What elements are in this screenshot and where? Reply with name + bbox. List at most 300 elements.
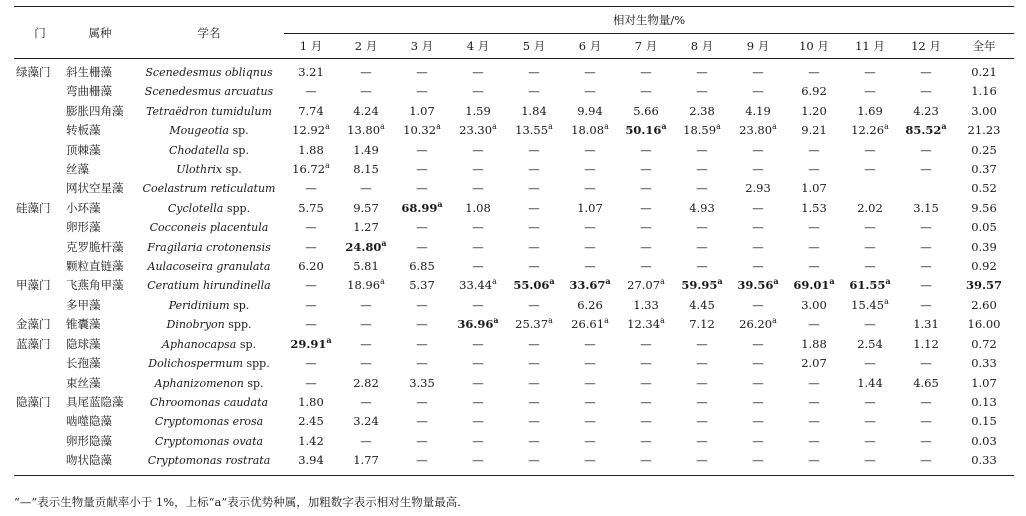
value-cell: —	[584, 356, 596, 371]
scientific-name-cell	[134, 59, 284, 83]
genus-cell: 吻状隐藻	[66, 451, 134, 475]
value-cell: —	[696, 336, 708, 351]
dominant-marker: a	[325, 161, 330, 171]
value-cell: —	[305, 356, 317, 371]
value-cell: —	[752, 356, 764, 371]
value-cell: 0.39	[971, 239, 997, 254]
value-cell: —	[360, 65, 372, 79]
phylum-cell	[14, 257, 66, 276]
table-row	[14, 199, 1014, 218]
genus-cell: 长孢藻	[66, 356, 101, 371]
species-suffix: sp.	[233, 298, 250, 312]
scientific-name: Cryptomonas rostrata	[147, 454, 271, 468]
value-cell: —	[696, 162, 708, 177]
value-cell: —	[584, 375, 596, 390]
value-cell: 15.45$^a$	[851, 297, 889, 312]
scientific-name: Chodatella	[169, 143, 230, 157]
genus-cell: 锥囊藻	[66, 317, 101, 332]
value-cell: —	[808, 394, 820, 409]
scientific-name: Peridinium	[168, 298, 230, 312]
dominant-marker: a	[885, 276, 891, 287]
phylum-cell: 绿藻门	[16, 65, 51, 79]
scientific-name-cell	[134, 238, 284, 257]
value-cell: 6.26	[577, 297, 603, 312]
phylum-cell	[14, 354, 66, 373]
value-cell: 50.16$^a$	[625, 121, 667, 138]
scientific-name-cell	[134, 451, 284, 475]
value-cell: 5.66	[633, 103, 659, 118]
header-month: 2 月	[338, 34, 394, 59]
value-cell: —	[640, 433, 652, 448]
value-cell: 39.56$^a$	[737, 276, 779, 293]
value-cell: —	[472, 142, 484, 157]
value-cell: 0.72	[971, 336, 997, 351]
value-cell: —	[416, 239, 428, 254]
species-suffix: spp.	[228, 318, 252, 332]
value-cell: —	[640, 394, 652, 409]
table-row	[14, 393, 1014, 412]
value-cell: —	[898, 451, 954, 475]
value-cell: —	[864, 394, 876, 409]
value-cell: 0.13	[971, 394, 997, 409]
header-month: 5 月	[506, 34, 562, 59]
value-cell: —	[416, 65, 428, 79]
value-cell: —	[752, 394, 764, 409]
phylum-cell	[14, 160, 66, 179]
value-cell: —	[416, 336, 428, 351]
value-cell: 1.12	[913, 336, 939, 351]
value-cell: —	[864, 220, 876, 235]
phylum-cell	[14, 218, 66, 237]
phylum-cell	[14, 451, 66, 475]
table-row	[14, 82, 1014, 101]
value-cell: 1.07	[801, 181, 827, 196]
value-cell: 0.21	[971, 65, 997, 79]
scientific-name: Ulothrix	[176, 163, 223, 177]
value-cell: —	[360, 181, 372, 196]
table-footnote: “—”表示生物量贡献率小于 1%，上标“a”表示优势种属，加粗数字表示相对生物量最高.	[14, 495, 461, 509]
value-cell: 39.57	[965, 278, 1002, 293]
value-cell: 4.65	[913, 375, 939, 390]
value-cell: —	[752, 239, 764, 254]
value-cell: 3.35	[409, 375, 435, 390]
genus-cell: 转板藻	[66, 123, 101, 138]
value-cell: —	[528, 297, 540, 312]
scientific-name-cell	[134, 432, 284, 451]
scientific-name-cell	[134, 393, 284, 412]
dominant-marker: a	[436, 122, 441, 132]
scientific-name-cell	[134, 276, 284, 295]
value-cell: —	[472, 433, 484, 448]
value-cell: —	[416, 84, 428, 99]
genus-cell: 克罗脆杆藻	[66, 239, 124, 254]
dominant-marker: a	[380, 122, 385, 132]
value-cell: —	[640, 414, 652, 429]
value-cell: 13.55$^a$	[515, 122, 553, 138]
scientific-name-cell	[134, 141, 284, 160]
value-cell: —	[584, 394, 596, 409]
value-cell: —	[640, 84, 652, 99]
scientific-name-cell	[134, 412, 284, 431]
value-cell: —	[472, 414, 484, 429]
dominant-marker: a	[493, 315, 499, 326]
value-cell: —	[786, 451, 842, 475]
value-cell: —	[640, 200, 652, 215]
value-cell: —	[752, 433, 764, 448]
value-cell: 0.03	[971, 433, 997, 448]
genus-cell: 顶棘藻	[66, 142, 101, 157]
value-cell: —	[584, 259, 596, 274]
dominant-marker: a	[492, 122, 497, 132]
value-cell: —	[416, 394, 428, 409]
phylum-cell	[14, 141, 66, 160]
value-cell: 12.34$^a$	[627, 316, 665, 332]
value-cell: 1.27	[353, 220, 379, 235]
value-cell: —	[360, 433, 372, 448]
value-cell: 3.94	[284, 451, 338, 475]
value-cell: 36.96$^a$	[457, 315, 499, 332]
value-cell: —	[696, 433, 708, 448]
value-cell: —	[696, 65, 708, 79]
value-cell: 1.88	[298, 142, 324, 157]
value-cell: 26.20$^a$	[739, 316, 777, 332]
table-row	[14, 296, 1014, 315]
value-cell: —	[528, 142, 540, 157]
value-cell: —	[528, 239, 540, 254]
value-cell: —	[528, 220, 540, 235]
value-cell: —	[584, 181, 596, 196]
scientific-name-cell	[134, 335, 284, 354]
table-row	[14, 257, 1014, 276]
species-suffix: spp.	[226, 201, 251, 215]
value-cell: 16.00	[967, 317, 1001, 332]
value-cell: 1.80	[298, 394, 324, 409]
value-cell: 0.33	[954, 451, 1014, 475]
dominant-marker: a	[716, 122, 721, 132]
value-cell: 23.30$^a$	[459, 122, 497, 138]
value-cell: —	[752, 162, 764, 177]
value-cell: —	[528, 181, 540, 196]
table-row	[14, 276, 1014, 295]
value-cell: 3.00	[971, 103, 997, 118]
value-cell: —	[472, 336, 484, 351]
value-cell: 68.99$^a$	[401, 199, 443, 215]
value-cell: —	[752, 65, 764, 79]
scientific-name: Ceratium hirundinella	[147, 279, 271, 293]
value-cell: —	[450, 451, 506, 475]
value-cell: 7.12	[689, 317, 715, 332]
value-cell: —	[472, 162, 484, 177]
value-cell: —	[640, 336, 652, 351]
value-cell: 4.19	[745, 103, 771, 118]
value-cell: 5.81	[353, 259, 379, 274]
scientific-name: Aphanocapsa	[162, 337, 237, 351]
phylum-cell	[14, 432, 66, 451]
species-suffix: sp.	[232, 143, 249, 157]
value-cell: 2.93	[745, 181, 771, 196]
value-cell: —	[696, 394, 708, 409]
value-cell: —	[528, 336, 540, 351]
value-cell: —	[472, 220, 484, 235]
genus-cell: 丝藻	[66, 162, 89, 177]
dominant-marker: a	[604, 316, 609, 326]
dominant-marker: a	[326, 334, 332, 345]
value-cell: 9.57	[353, 200, 379, 215]
value-cell: —	[920, 84, 932, 99]
genus-cell: 飞燕角甲藻	[66, 278, 124, 293]
value-cell: 55.06$^a$	[513, 276, 555, 293]
value-cell: —	[394, 451, 450, 475]
value-cell: —	[416, 181, 428, 196]
value-cell: —	[696, 375, 708, 390]
value-cell: 4.93	[689, 200, 715, 215]
value-cell: 18.59$^a$	[683, 122, 721, 138]
scientific-name: Cryptomonas ovata	[154, 434, 264, 448]
phylum-cell: 硅藻门	[16, 200, 51, 215]
value-cell: 2.54	[857, 336, 883, 351]
value-cell: 0.52	[971, 181, 997, 196]
genus-cell: 啮噬隐藻	[66, 414, 112, 429]
table-row	[14, 374, 1014, 393]
value-cell: 3.15	[913, 200, 939, 215]
dominant-marker: a	[381, 237, 387, 248]
scientific-name-cell	[134, 296, 284, 315]
header-month: 4 月	[450, 34, 506, 59]
value-cell: —	[416, 220, 428, 235]
table-row	[14, 141, 1014, 160]
value-cell: —	[752, 297, 764, 312]
value-cell: —	[305, 297, 317, 312]
header-month: 11 月	[842, 34, 898, 59]
dominant-marker: a	[717, 276, 723, 287]
value-cell: —	[416, 433, 428, 448]
scientific-name-cell	[134, 82, 284, 101]
scientific-name: Aulacoseira granulata	[147, 260, 271, 274]
value-cell: 6.20	[298, 259, 324, 274]
value-cell: 1.59	[465, 103, 491, 118]
value-cell: —	[920, 162, 932, 177]
phylum-cell: 金藻门	[16, 317, 51, 332]
value-cell: —	[472, 84, 484, 99]
value-cell: —	[920, 414, 932, 429]
value-cell: —	[696, 142, 708, 157]
phylum-cell: 隐藻门	[16, 394, 51, 409]
value-cell: 3.00	[801, 297, 827, 312]
phylum-cell	[14, 82, 66, 101]
phylum-cell: 蓝藻门	[16, 336, 51, 351]
value-cell: 1.69	[857, 103, 883, 118]
value-cell: —	[808, 433, 820, 448]
phylum-cell	[14, 374, 66, 393]
header-month: 1 月	[284, 34, 338, 59]
value-cell: —	[920, 433, 932, 448]
value-cell: —	[528, 375, 540, 390]
table-row	[14, 160, 1014, 179]
value-cell: 1.08	[465, 200, 491, 215]
value-cell: —	[305, 278, 317, 293]
table-row	[14, 451, 1014, 475]
value-cell: —	[864, 259, 876, 274]
scientific-name-cell	[134, 199, 284, 218]
value-cell: —	[584, 414, 596, 429]
value-cell: —	[640, 181, 652, 196]
scientific-name-cell	[134, 257, 284, 276]
value-cell: —	[528, 84, 540, 99]
value-cell: 1.07	[409, 103, 435, 118]
value-cell: —	[305, 239, 317, 254]
value-cell: 1.84	[521, 103, 547, 118]
genus-cell: 具尾蓝隐藻	[66, 394, 124, 409]
header-month: 8 月	[674, 34, 730, 59]
value-cell: —	[730, 451, 786, 475]
value-cell: —	[920, 394, 932, 409]
dominant-marker: a	[492, 277, 497, 287]
value-cell: —	[808, 259, 820, 274]
scientific-name-cell	[134, 160, 284, 179]
phylum-cell	[14, 121, 66, 140]
phylum-cell	[14, 412, 66, 431]
scientific-name: Cyclotella	[167, 201, 224, 215]
value-cell: —	[584, 433, 596, 448]
value-cell: 6.92	[801, 84, 827, 99]
value-cell: —	[752, 336, 764, 351]
value-cell: —	[618, 451, 674, 475]
scientific-name-cell	[134, 315, 284, 334]
value-cell: 1.33	[633, 297, 659, 312]
value-cell: 26.61$^a$	[571, 316, 609, 332]
value-cell: —	[305, 84, 317, 99]
header-phylum: 门	[14, 7, 66, 59]
table-row	[14, 354, 1014, 373]
value-cell: 4.23	[913, 103, 939, 118]
value-cell: 1.49	[353, 142, 379, 157]
value-cell: 27.07$^a$	[627, 277, 665, 293]
value-cell: —	[584, 336, 596, 351]
value-cell: —	[696, 239, 708, 254]
value-cell: —	[472, 65, 484, 79]
value-cell: —	[696, 356, 708, 371]
value-cell: 12.92$^a$	[292, 122, 330, 138]
value-cell: —	[640, 356, 652, 371]
scientific-name: Scenedesmus obliqnus	[145, 66, 273, 79]
value-cell: 1.44	[857, 375, 883, 390]
value-cell: 1.07	[971, 375, 997, 390]
value-cell: —	[584, 162, 596, 177]
value-cell: —	[472, 375, 484, 390]
dominant-marker: a	[605, 276, 611, 287]
species-suffix: sp.	[239, 337, 256, 351]
value-cell: 13.80$^a$	[347, 122, 385, 138]
value-cell: —	[416, 162, 428, 177]
value-cell: —	[472, 259, 484, 274]
table-row	[14, 179, 1014, 198]
value-cell: —	[360, 317, 372, 332]
value-cell: 0.05	[971, 220, 997, 235]
dominant-marker: a	[604, 122, 609, 132]
value-cell: —	[752, 142, 764, 157]
value-cell: —	[472, 297, 484, 312]
value-cell: —	[528, 433, 540, 448]
value-cell: —	[640, 142, 652, 157]
value-cell: 18.08$^a$	[571, 122, 609, 138]
species-suffix: sp.	[247, 376, 264, 390]
scientific-name-cell	[134, 374, 284, 393]
value-cell: 0.15	[971, 414, 997, 429]
value-cell: 1.53	[801, 200, 827, 215]
value-cell: —	[842, 451, 898, 475]
value-cell: —	[472, 181, 484, 196]
table-row	[14, 121, 1014, 140]
dominant-marker: a	[661, 121, 667, 132]
value-cell: —	[528, 356, 540, 371]
table-row	[14, 412, 1014, 431]
value-cell: 24.80$^a$	[345, 237, 387, 254]
value-cell: —	[584, 239, 596, 254]
dominant-marker: a	[660, 316, 665, 326]
value-cell: —	[305, 220, 317, 235]
value-cell: —	[808, 375, 820, 390]
header-genus: 属种	[66, 7, 134, 59]
value-cell: 2.02	[857, 200, 883, 215]
value-cell: 5.37	[409, 278, 435, 293]
value-cell: —	[305, 317, 317, 332]
genus-cell: 卵形藻	[66, 220, 101, 235]
dominant-marker: a	[884, 297, 889, 307]
value-cell: —	[864, 414, 876, 429]
value-cell: —	[864, 142, 876, 157]
value-cell: —	[416, 297, 428, 312]
value-cell: 16.72$^a$	[292, 161, 330, 177]
value-cell: 33.44$^a$	[459, 277, 497, 293]
dominant-marker: a	[772, 122, 777, 132]
header-relative-biomass: 相对生物量/%	[284, 7, 1014, 34]
value-cell: 10.32$^a$	[403, 122, 441, 138]
value-cell: —	[920, 65, 932, 79]
table-row	[14, 59, 1014, 83]
value-cell: 33.67$^a$	[569, 276, 611, 293]
value-cell: —	[528, 259, 540, 274]
dominant-marker: a	[437, 199, 443, 210]
value-cell: —	[640, 162, 652, 177]
value-cell: —	[808, 239, 820, 254]
value-cell: —	[864, 84, 876, 99]
scientific-name: Cryptomonas erosa	[154, 415, 264, 429]
value-cell: —	[920, 297, 932, 312]
value-cell: —	[528, 200, 540, 215]
value-cell: —	[584, 84, 596, 99]
value-cell: 8.15	[353, 162, 379, 177]
value-cell: 9.21	[801, 123, 827, 138]
value-cell: —	[528, 65, 540, 79]
header-month: 10 月	[786, 34, 842, 59]
value-cell: —	[808, 414, 820, 429]
value-cell: —	[752, 84, 764, 99]
header-month: 3 月	[394, 34, 450, 59]
value-cell: —	[528, 162, 540, 177]
value-cell: 12.26$^a$	[851, 122, 889, 138]
scientific-name: Cocconeis placentula	[149, 221, 269, 235]
value-cell: —	[584, 65, 596, 79]
dominant-marker: a	[380, 277, 385, 287]
dominant-marker: a	[772, 316, 777, 326]
value-cell: 21.23	[967, 123, 1001, 138]
value-cell: 1.77	[338, 451, 394, 475]
dominant-marker: a	[548, 316, 553, 326]
value-cell: —	[696, 220, 708, 235]
value-cell: —	[506, 451, 562, 475]
scientific-name: Aphanizomenon	[154, 376, 244, 390]
value-cell: 5.75	[298, 200, 324, 215]
